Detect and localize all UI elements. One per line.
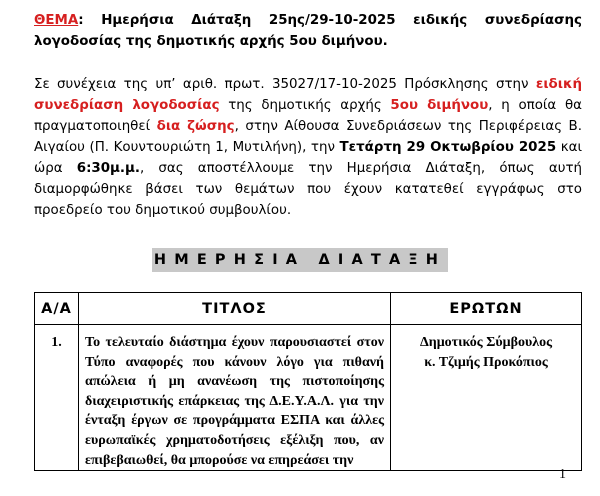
period-highlight: 5ου διμήνου <box>390 98 489 113</box>
asker-role: Δημοτικός Σύμβουλος <box>419 335 552 350</box>
body-text-5: και ώρα <box>34 140 582 176</box>
subject-label: ΘΕΜΑ <box>34 13 79 28</box>
body-text-4: , στην Αίθουσα Συνεδριάσεων της Περιφέρειας Β. Αιγαίου (Π. Κουντουριώτη 1, Μυτιλήνη), την <box>34 119 583 155</box>
body-text-3: , η οποία θα πραγματοποιηθεί <box>34 98 582 134</box>
header-title: ΤΙΤΛΟΣ <box>79 293 391 325</box>
header-asker: ΕΡΩΤΩΝ <box>391 293 582 325</box>
page-number: 1 <box>559 467 566 482</box>
agenda-table <box>34 292 582 471</box>
subject-text: : Ημερήσια Διάταξη 25ης/29-10-2025 ειδικής συνεδρίασης λογοδοσίας της δημοτικής αρχής 5ου διμήνου. <box>34 13 582 49</box>
row-asker <box>391 325 582 471</box>
meeting-type-highlight: ειδική συνεδρίαση λογοδοσίας <box>34 77 582 113</box>
agenda-heading: ΗΜΕΡΗΣΙΑ ΔΙΑΤΑΞΗ <box>152 248 448 272</box>
row-number: 1. <box>35 325 79 471</box>
subject-paragraph <box>34 10 582 52</box>
meeting-time: 6:30μ.μ. <box>76 161 140 176</box>
invitation-paragraph <box>34 74 582 221</box>
body-text-2: της δημοτικής αρχής <box>219 98 391 113</box>
table-header-row <box>35 293 582 325</box>
body-text-6: , σας αποστέλλουμε την Ημερήσια Διάταξη, όπως αυτή διαμορφώθηκε βάσει των θεμάτων που έχουν κατατεθεί εγγράφως στο προεδρείο του δημοτικού συμβουλίου. <box>34 161 582 218</box>
header-number: Α/Α <box>35 293 79 325</box>
body-text-1: Σε συνέχεια της υπ’ αριθ. πρωτ. 35027/17-10-2025 Πρόσκλησης στην <box>34 77 536 92</box>
mode-highlight: δια ζώσης <box>156 119 235 134</box>
table-row <box>35 325 582 471</box>
meeting-date: Τετάρτη 29 Οκτωβρίου 2025 <box>339 140 557 155</box>
asker-name: κ. Τζιμής Προκόπιος <box>424 355 548 370</box>
row-title: Το τελευταίο διάστημα έχουν παρουσιαστεί στον Τύπο αναφορές που κάνουν λόγο για πιθανή απώλεια ή μη ανανέωση της πιστοποίησης διαχειριστικής επάρκειας της Δ.Ε.Υ.Α.Λ. για την ένταξη έργων σε προγράμματα ΕΣΠΑ και άλλες ευρωπαϊκές χρηματοδοτήσεις εξέλιξη που, αν επιβεβαιωθεί, θα μπορούσε να επηρεάσει την <box>79 325 391 471</box>
